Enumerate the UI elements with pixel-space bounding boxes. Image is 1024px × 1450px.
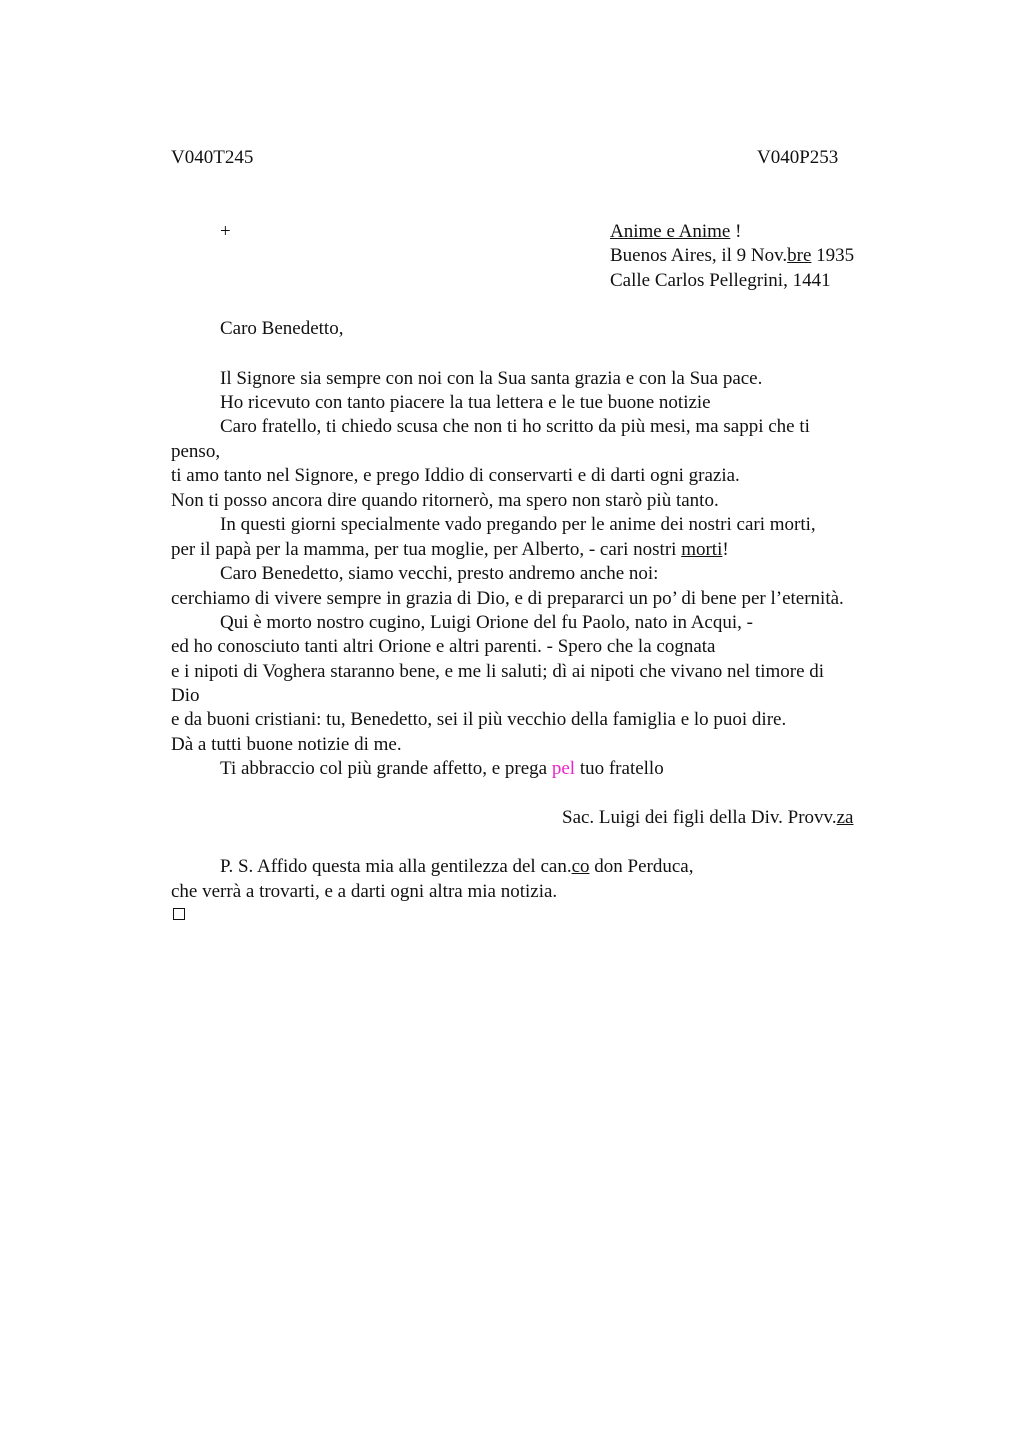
body-line-8 [171,538,729,562]
body-line-16: Dà a tutti buone notizie di me. [171,734,402,755]
body-line-8-prefix: per il papà per la mamma, per tua moglie, per Alberto, - cari nostri [171,539,682,560]
body-line-10: cerchiamo di vivere sempre in grazia di Dio, e di prepararci un po’ di bene per l’eternità. [171,588,844,609]
body-line-4: penso, [171,441,221,462]
body-line-6: Non ti posso ancora dire quando ritornerò, ma spero non starò più tanto. [171,490,719,511]
signature [562,806,853,830]
date-prefix: Buenos Aires, il 9 Nov. [610,245,788,266]
motto-line [610,220,741,244]
square-box-icon [173,908,185,920]
date-underlined: bre [787,245,812,266]
motto-underlined: Anime e Anime [610,221,731,242]
postscript-line-1-prefix: P. S. Affido questa mia alla gentilezza del can. [220,856,572,877]
header-right-code: V040P253 [757,147,839,168]
postscript-line-1-suffix: don Perduca, [589,856,694,877]
body-line-13: e i nipoti di Voghera staranno bene, e me li saluti; dì ai nipoti che vivano nel timore di [171,661,825,682]
body-line-14: Dio [171,685,200,706]
body-line-17-prefix: Ti abbraccio col più grande affetto, e prega [220,758,552,779]
date-suffix: 1935 [811,245,855,266]
body-line-12: ed ho conosciuto tanti altri Orione e altri parenti. - Spero che la cognata [171,636,716,657]
body-line-8-suffix: ! [722,539,729,560]
body-line-17-suffix: tuo fratello [575,758,664,779]
signature-text: Sac. Luigi dei figli della Div. Provv. [562,807,837,828]
postscript-line-1-underlined: co [571,856,590,877]
header-left-code: V040T245 [171,147,254,168]
body-line-11: Qui è morto nostro cugino, Luigi Orione del fu Paolo, nato in Acqui, - [220,612,753,633]
body-line-2: Ho ricevuto con tanto piacere la tua lettera e le tue buone notizie [220,392,711,413]
body-line-15: e da buoni cristiani: tu, Benedetto, sei il più vecchio della famiglia e lo puoi dire. [171,709,787,730]
body-line-7: In questi giorni specialmente vado pregando per le anime dei nostri cari morti, [220,514,816,535]
body-line-17 [220,757,664,781]
date-line [610,244,854,268]
street-line: Calle Carlos Pellegrini, 1441 [610,270,831,291]
body-line-17-highlight: pel [551,758,576,779]
salutation: Caro Benedetto, [220,318,344,339]
cross-mark: + [220,221,231,242]
body-line-9: Caro Benedetto, siamo vecchi, presto andremo anche noi: [220,563,659,584]
signature-underlined: za [836,807,854,828]
motto-suffix: ! [730,221,742,242]
body-line-3: Caro fratello, ti chiedo scusa che non ti ho scritto da più mesi, ma sappi che ti [220,416,810,437]
postscript-line-1 [220,855,693,879]
body-line-8-underlined: morti [681,539,723,560]
body-line-1: Il Signore sia sempre con noi con la Sua santa grazia e con la Sua pace. [220,368,763,389]
postscript-line-2: che verrà a trovarti, e a darti ogni altra mia notizia. [171,881,558,902]
body-line-5: ti amo tanto nel Signore, e prego Iddio di conservarti e di darti ogni grazia. [171,465,740,486]
